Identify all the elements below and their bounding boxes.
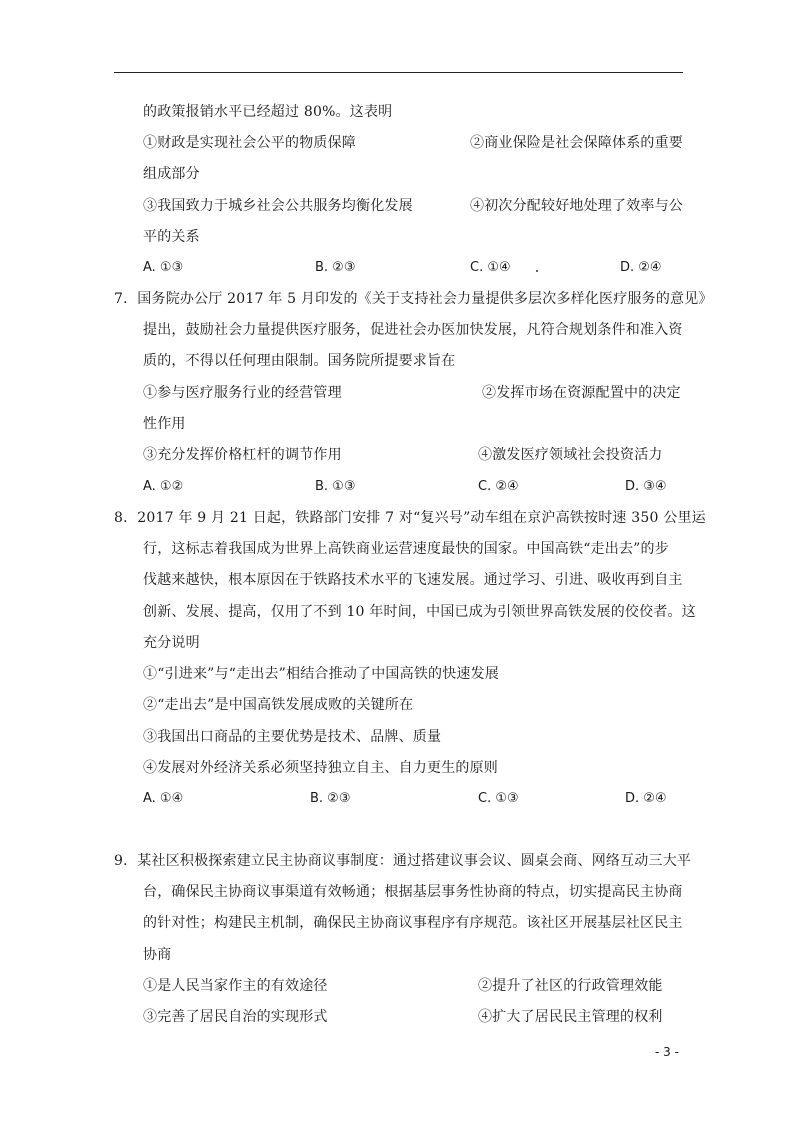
- page-number: - 3 -: [655, 1045, 679, 1059]
- q7-option-d: D. ③④: [625, 479, 667, 494]
- q6-choice-3: ③我国致力于城乡社会公共服务均衡化发展: [143, 198, 413, 214]
- q6-option-a: A. ①③: [143, 260, 184, 275]
- q7-stem-line-1: 7．国务院办公厅 2017 年 5 月印发的《关于支持社会力量提供多层次多样化医疗服务的意见》: [114, 291, 713, 307]
- q7-choice-2-cont: 性作用: [143, 416, 186, 432]
- q7-choice-4: ④激发医疗领域社会投资活力: [478, 447, 663, 463]
- header-rule: [114, 72, 683, 73]
- q8-choice-4: ④发展对外经济关系必须坚持独立自主、自力更生的原则: [143, 760, 498, 776]
- q8-choice-2: ②“走出去”是中国高铁发展成败的关键所在: [143, 697, 414, 713]
- q9-stem-line-1: 9．某社区积极探索建立民主协商议事制度：通过搭建议事会议、圆桌会商、网络互动三大平: [114, 853, 692, 869]
- q8-choice-3: ③我国出口商品的主要优势是技术、品牌、质量: [143, 729, 442, 745]
- q6-option-c: C. ①④: [470, 260, 511, 275]
- q8-option-b: B. ②③: [310, 791, 351, 806]
- q8-stem-line-2: 行，这标志着我国成为世界上高铁商业运营速度最快的国家。中国高铁“走出去”的步: [143, 541, 669, 557]
- q8-choice-1: ①“引进来”与“走出去”相结合推动了中国高铁的快速发展: [143, 666, 500, 682]
- q9-stem-line-2: 台，确保民主协商议事渠道有效畅通；根据基层事务性协商的特点，切实提高民主协商: [143, 884, 683, 900]
- q9-choice-2: ②提升了社区的行政管理效能: [478, 978, 663, 994]
- q7-choice-2: ②发挥市场在资源配置中的决定: [482, 385, 681, 401]
- q8-stem-line-4: 创新、发展、提高，仅用了不到 10 年时间，中国已成为引领世界高铁发展的佼佼者。这: [143, 604, 696, 620]
- q7-option-a: A. ①②: [143, 479, 184, 494]
- q6-stem-line: 的政策报销水平已经超过 80%。这表明: [143, 104, 393, 120]
- q8-stem-line-5: 充分说明: [143, 635, 200, 651]
- q6-choice-4-cont: 平的关系: [143, 229, 200, 245]
- q8-option-a: A. ①④: [143, 791, 184, 806]
- q7-stem-line-3: 质的，不得以任何理由限制。国务院所提要求旨在: [143, 353, 456, 369]
- q6-option-d: D. ②④: [620, 260, 662, 275]
- q9-stem-line-4: 协商: [143, 947, 172, 963]
- stray-mark: [536, 270, 538, 272]
- q7-stem-line-2: 提出，鼓励社会力量提供医疗服务，促进社会办医加快发展，凡符合规划条件和准入资: [143, 322, 683, 338]
- q8-stem-line-3: 伐越来越快，根本原因在于铁路技术水平的飞速发展。通过学习、引进、吸收再到自主: [143, 572, 683, 588]
- q9-choice-4: ④扩大了居民民主管理的权利: [478, 1009, 663, 1025]
- q7-choice-3: ③充分发挥价格杠杆的调节作用: [143, 447, 342, 463]
- q6-choice-1: ①财政是实现社会公平的物质保障: [143, 135, 356, 151]
- q7-option-b: B. ①③: [315, 479, 356, 494]
- q8-option-c: C. ①③: [478, 791, 519, 806]
- q9-choice-3: ③完善了居民自治的实现形式: [143, 1009, 328, 1025]
- q6-choice-2: ②商业保险是社会保障体系的重要: [470, 135, 683, 151]
- q9-choice-1: ①是人民当家作主的有效途径: [143, 978, 328, 994]
- q6-choice-4: ④初次分配较好地处理了效率与公: [470, 198, 683, 214]
- q8-option-d: D. ②④: [625, 791, 667, 806]
- q6-choice-2-cont: 组成部分: [143, 166, 200, 182]
- q7-option-c: C. ②④: [478, 479, 519, 494]
- q6-option-b: B. ②③: [315, 260, 356, 275]
- q9-stem-line-3: 的针对性；构建民主机制，确保民主协商议事程序有序规范。该社区开展基层社区民主: [143, 915, 683, 931]
- q7-choice-1: ①参与医疗服务行业的经营管理: [143, 385, 342, 401]
- q8-stem-line-1: 8．2017 年 9 月 21 日起，铁路部门安排 7 对“复兴号”动车组在京沪高铁按时速 350 公里运: [114, 510, 706, 526]
